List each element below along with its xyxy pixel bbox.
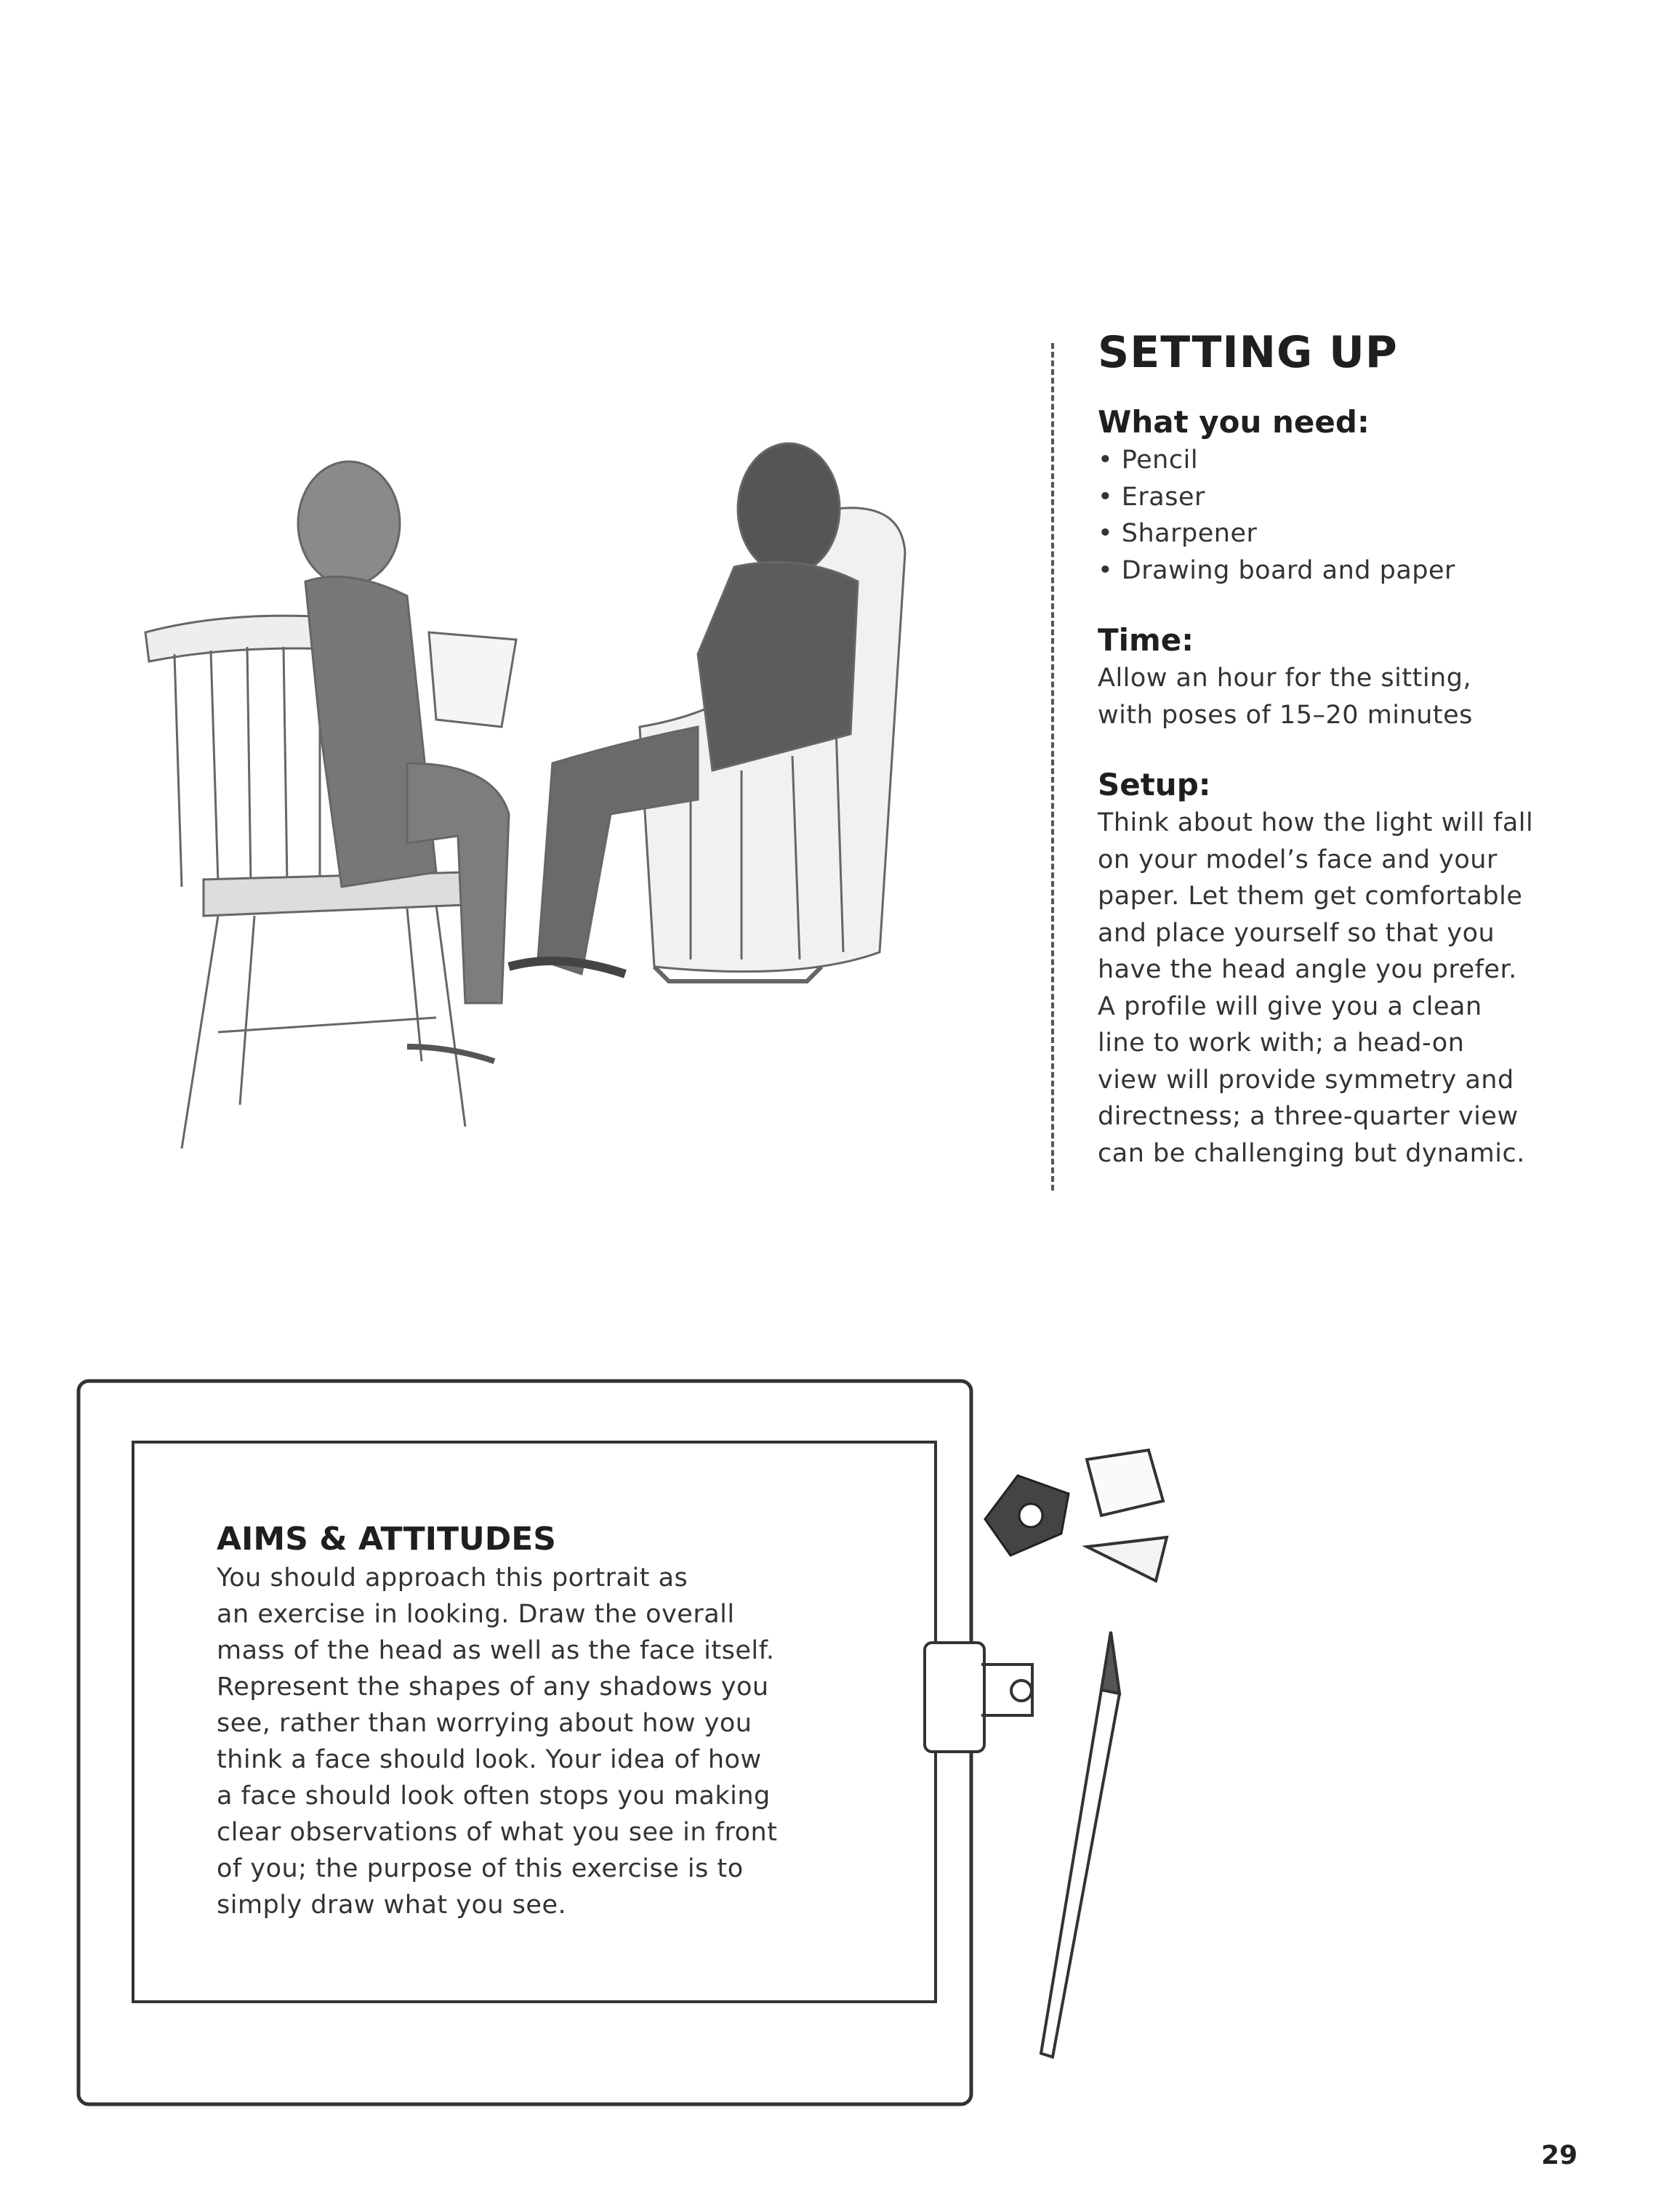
- list-item: • Pencil: [1098, 442, 1650, 479]
- text-line: have the head angle you prefer.: [1098, 955, 1517, 984]
- text-line: a face should look often stops you making: [217, 1782, 771, 1811]
- binder-clip-drawing: [925, 1643, 1032, 1752]
- text-line: Allow an hour for the sitting,: [1098, 664, 1472, 693]
- text-line: Think about how the light will fall: [1098, 808, 1534, 837]
- section-title: SETTING UP: [1098, 327, 1398, 378]
- what-you-need-heading: What you need:: [1098, 404, 1370, 440]
- list-item: • Sharpener: [1098, 515, 1650, 552]
- text-line: Represent the shapes of any shadows you: [217, 1672, 769, 1702]
- text-line: on your model’s face and your: [1098, 845, 1498, 874]
- text-line: directness; a three-quarter view: [1098, 1102, 1519, 1131]
- page-number: 29: [1541, 2141, 1578, 2170]
- eraser-drawing: [1087, 1450, 1163, 1515]
- sharpener-drawing: [985, 1476, 1069, 1555]
- text-line: an exercise in looking. Draw the overall: [217, 1600, 735, 1629]
- column-divider: [1051, 343, 1054, 1191]
- pencil-drawing: [1041, 1632, 1120, 2057]
- text-line: and place yourself so that you: [1098, 918, 1495, 948]
- text-line: view will provide symmetry and: [1098, 1065, 1514, 1095]
- aims-heading: AIMS & ATTITUDES: [217, 1521, 556, 1558]
- text-line: You should approach this portrait as: [217, 1563, 688, 1593]
- setting-up-section: [1098, 327, 1650, 1204]
- setup-text: [1098, 805, 1650, 1172]
- eraser-shaving-drawing: [1087, 1537, 1167, 1581]
- text-line: of you; the purpose of this exercise is to: [217, 1854, 744, 1883]
- time-heading: Time:: [1098, 622, 1194, 658]
- text-line: simply draw what you see.: [217, 1891, 567, 1920]
- text-line: paper. Let them get comfortable: [1098, 882, 1523, 911]
- setup-heading: Setup:: [1098, 767, 1211, 802]
- text-line: mass of the head as well as the face itself.: [217, 1636, 775, 1665]
- materials-list: [1098, 442, 1650, 589]
- text-line: can be challenging but dynamic.: [1098, 1138, 1525, 1168]
- text-line: with poses of 15–20 minutes: [1098, 700, 1473, 730]
- aims-text: [217, 1560, 813, 1923]
- text-line: line to work with; a head-on: [1098, 1028, 1465, 1058]
- text-line: think a face should look. Your idea of how: [217, 1745, 762, 1774]
- text-line: clear observations of what you see in front: [217, 1818, 778, 1847]
- list-item: • Drawing board and paper: [1098, 552, 1650, 589]
- text-line: A profile will give you a clean: [1098, 991, 1482, 1021]
- list-item: • Eraser: [1098, 479, 1650, 516]
- time-text: [1098, 660, 1650, 733]
- artist-figure-drawing: [298, 462, 516, 1061]
- artist-and-model-sketch: [145, 443, 905, 1148]
- aims-attitudes-section: [217, 1519, 813, 1923]
- text-line: see, rather than worrying about how you: [217, 1709, 752, 1738]
